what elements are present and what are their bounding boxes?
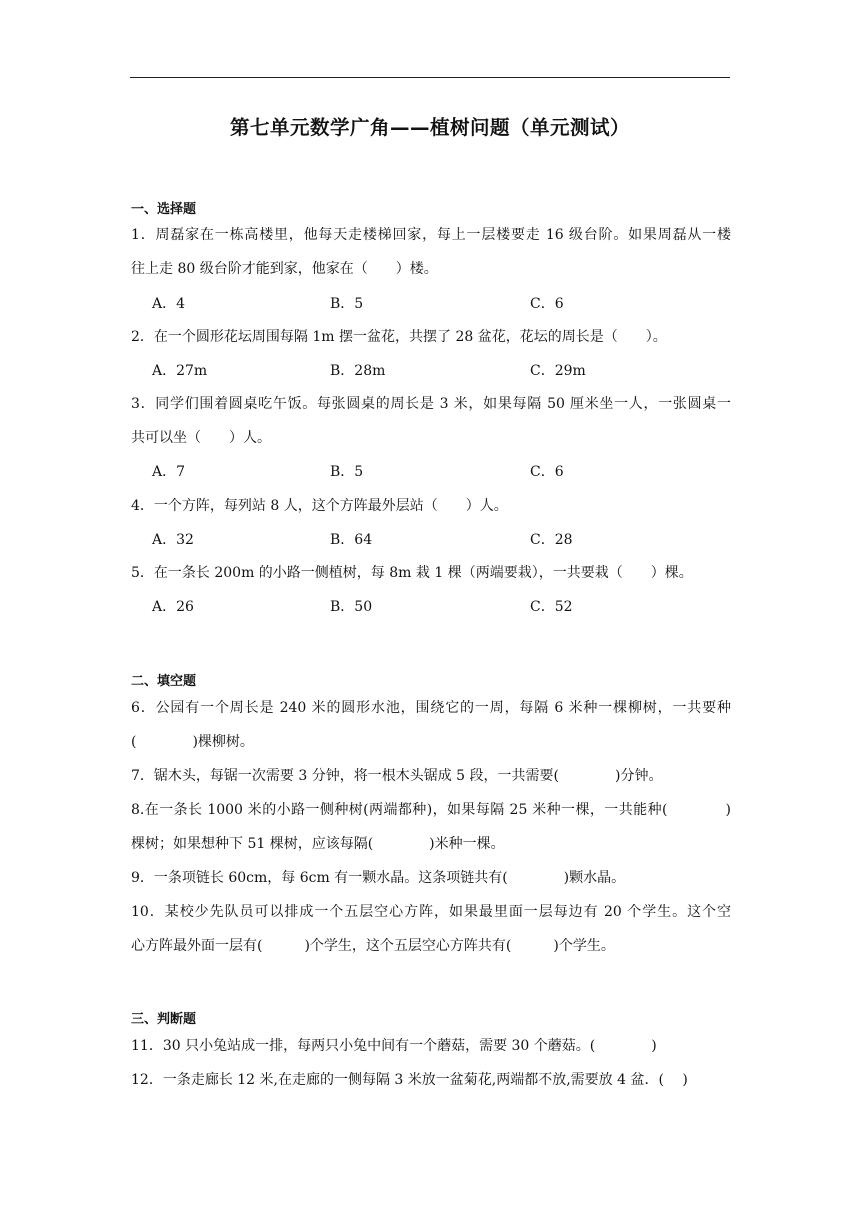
section-heading-choice: 一、选择题: [131, 202, 197, 217]
question-4-line-1: 4．一个方阵，每列站 8 人，这个方阵最外层站（ ）人。: [131, 498, 508, 514]
question-11-line-1: 11．30 只小兔站成一排，每两只小兔中间有一个蘑菇，需要 30 个蘑菇。( ): [131, 1038, 657, 1054]
question-2-option-c: C．29m: [530, 363, 586, 379]
question-3-option-b: B．5: [330, 464, 364, 480]
question-10-line-1: 10．某校少先队员可以排成一个五层空心方阵，如果最里面一层每边有 20 个学生。这个空: [131, 904, 731, 920]
question-4-option-b: B．64: [330, 532, 373, 548]
question-7-line-1: 7．锯木头，每锯一次需要 3 分钟，将一根木头锯成 5 段，一共需要( )分钟。: [131, 768, 663, 784]
question-2-line-1: 2．在一个圆形花坛周围每隔 1m 摆一盆花，共摆了 28 盆花，花坛的周长是（ ）。: [131, 329, 667, 345]
question-1-line-1: 1．周磊家在一栋高楼里，他每天走楼梯回家，每上一层楼要走 16 级台阶。如果周磊从一楼: [131, 227, 731, 243]
page-title: 第七单元数学广角——植树问题（单元测试）: [229, 116, 630, 139]
question-3-option-c: C．6: [530, 464, 564, 480]
question-6-line-2: ( )棵柳树。: [131, 734, 254, 750]
question-5-option-a: A．26: [152, 599, 194, 615]
question-5-option-c: C．52: [530, 599, 573, 615]
question-8-line-1: 8.在一条长 1000 米的小路一侧种树(两端都种)，如果每隔 25 米种一棵，一共能种( ): [131, 802, 731, 818]
question-1-line-2: 往上走 80 级台阶才能到家，他家在（ ）楼。: [131, 261, 438, 277]
question-2-option-a: A．27m: [152, 363, 208, 379]
question-3-line-2: 共可以坐（ ）人。: [131, 430, 271, 446]
question-2-option-b: B．28m: [330, 363, 386, 379]
question-1-option-c: C．6: [530, 296, 564, 312]
question-4-option-a: A．32: [152, 532, 194, 548]
question-3-option-a: A．7: [152, 464, 186, 480]
question-5-line-1: 5．在一条长 200m 的小路一侧植树，每 8m 栽 1 棵（两端要栽），一共要栽（ ）棵。: [131, 565, 693, 581]
header-rule: [130, 77, 730, 78]
question-12-line-1: 12．一条走廊长 12 米,在走廊的一侧每隔 3 米放一盆菊花,两端都不放,需要放 4 盆．( ): [131, 1072, 688, 1088]
question-9-line-1: 9．一条项链长 60cm，每 6cm 有一颗水晶。这条项链共有( )颗水晶。: [131, 870, 626, 886]
question-8-line-2: 棵树；如果想种下 51 棵树，应该每隔( )米种一棵。: [131, 836, 505, 852]
question-4-option-c: C．28: [530, 532, 573, 548]
question-1-option-a: A．4: [152, 296, 186, 312]
question-10-line-2: 心方阵最外面一层有( )个学生，这个五层空心方阵共有( )个学生。: [131, 938, 615, 954]
question-1-option-b: B．5: [330, 296, 364, 312]
question-5-option-b: B．50: [330, 599, 373, 615]
question-3-line-1: 3．同学们围着圆桌吃午饭。每张圆桌的周长是 3 米，如果每隔 50 厘米坐一人，一张圆桌一: [131, 396, 731, 412]
section-heading-true-false: 三、判断题: [131, 1012, 197, 1027]
section-heading-fill-blank: 二、填空题: [131, 674, 197, 689]
question-6-line-1: 6．公园有一个周长是 240 米的圆形水池，围绕它的一周，每隔 6 米种一棵柳树，一共要种: [131, 700, 731, 716]
